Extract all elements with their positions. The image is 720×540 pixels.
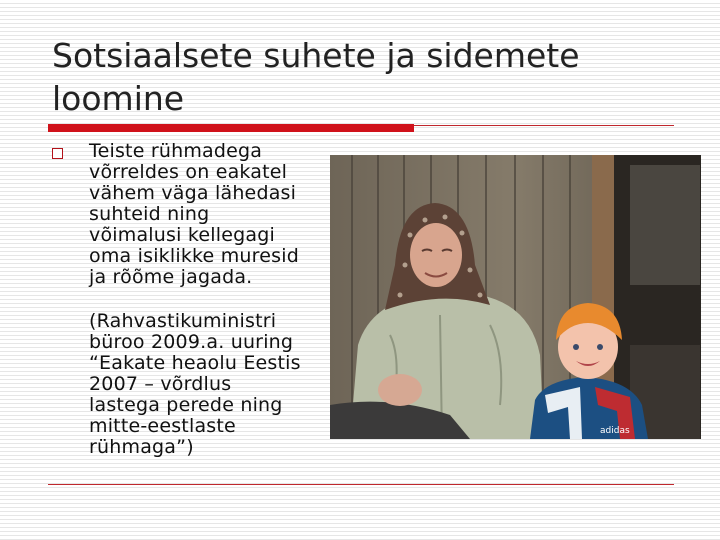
title-underline-red <box>48 124 414 132</box>
body-text <box>89 141 339 458</box>
jacket-brand-label: adidas <box>600 426 630 436</box>
title-underline-thin <box>414 125 674 126</box>
body-paragraph-main: Teiste rühmadega võrreldes on eakatel vähem väga lähedasi suhteid ning võimalusi kellegagi oma isiklikke muresid ja rõõme jagada. <box>89 140 299 288</box>
photo-elderly-woman-and-child <box>330 155 701 439</box>
slide-title: Sotsiaalsete suhete ja sidemete loomine <box>52 36 580 118</box>
body-paragraph-citation: (Rahvastikuministri büroo 2009.a. uuring “Eakate heaolu Eestis 2007 – võrdlus lastega perede ning mitte-eestlaste rühmaga”) <box>89 310 301 458</box>
bullet-square-icon <box>52 148 63 159</box>
bottom-divider <box>48 484 674 485</box>
